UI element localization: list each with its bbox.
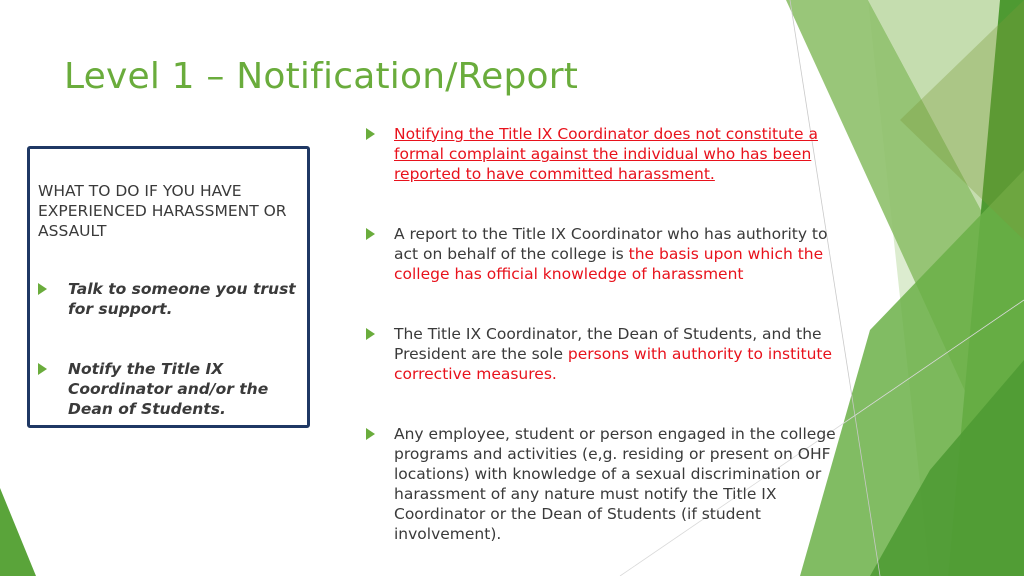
callout-item-notify (38, 359, 308, 419)
bullet-arrow-icon (38, 283, 47, 295)
bullet-arrow-icon (366, 228, 375, 240)
callout-heading: WHAT TO DO IF YOU HAVE EXPERIENCED HARASSMENT OR ASSAULT (38, 182, 287, 240)
bullet-text: A report to the Title IX Coordinator who has authority to act on behalf of the college is (394, 225, 828, 263)
bullet-item-3 (366, 324, 846, 384)
bullet-item-2 (366, 224, 846, 284)
callout-item-text: Notify the Title IX Coordinator and/or the Dean of Students. (68, 360, 269, 418)
callout-item-text: Talk to someone you trust for support. (68, 280, 296, 318)
left-accent-shape (0, 488, 36, 576)
bullet-arrow-icon (38, 363, 47, 375)
bullet-text: The Title IX Coordinator, the Dean of Students, and the President are the sole (394, 325, 822, 363)
callout-box (27, 146, 310, 428)
bullet-item-4 (366, 424, 846, 544)
bullet-item-1 (366, 124, 846, 184)
bullet-text: Any employee, student or person engaged in the college programs and activities (e,g. residing or present on OHF locations) with knowledge of a sexual discrimination or harassment of any nature must notify the Title IX Coordinator or the Dean of Students (if student involvement). (394, 425, 836, 543)
bullet-arrow-icon (366, 328, 375, 340)
bullet-arrow-icon (366, 428, 375, 440)
bullet-arrow-icon (366, 128, 375, 140)
slide-title: Level 1 – Notification/Report (64, 56, 579, 97)
bullet-highlight-text: persons with authority to institute corrective measures. (394, 345, 833, 383)
callout-item-talk (38, 279, 308, 319)
bullet-highlight-text: Notifying the Title IX Coordinator does not constitute a formal complaint against the individual who has been reported to have committed harassment. (394, 125, 818, 183)
bullet-highlight-text: the basis upon which the college has official knowledge of harassment (394, 245, 824, 283)
